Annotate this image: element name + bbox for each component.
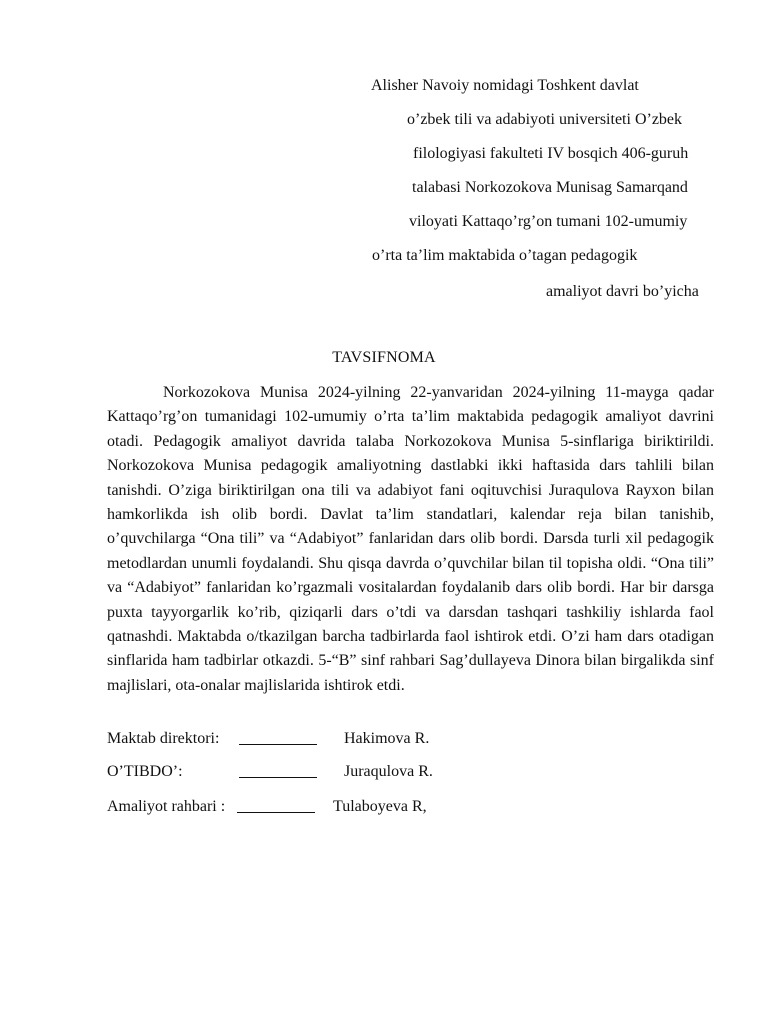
signature-name: Tulaboyeva R, — [333, 798, 427, 815]
signature-role: Maktab direktori: — [107, 730, 220, 747]
signature-row-otibdo — [107, 761, 507, 783]
signature-line — [239, 761, 317, 785]
signature-row-practice-head — [107, 796, 507, 818]
signature-line — [239, 728, 317, 752]
header-line-7: amaliyot davri bo’yicha — [546, 283, 699, 300]
header-line-2: o’zbek tili va adabiyoti universiteti O’zbek — [407, 111, 683, 128]
header-line-5: viloyati Kattaqo’rg’on tumani 102-umumiy — [409, 213, 688, 230]
header-line-4: talabasi Norkozokova Munisag Samarqand — [412, 179, 688, 196]
header-line-1: Alisher Navoiy nomidagi Toshkent davlat — [371, 77, 639, 94]
header-line-6: o’rta ta’lim maktabida o’tagan pedagogik — [372, 247, 638, 264]
signature-name: Hakimova R. — [344, 730, 430, 747]
signature-line — [237, 796, 315, 820]
signature-role: O’TIBDO’: — [107, 763, 183, 780]
signature-role: Amaliyot rahbari : — [107, 798, 226, 815]
header-line-3: filologiyasi fakulteti IV bosqich 406-guruh — [413, 145, 689, 162]
document-title: TAVSIFNOMA — [332, 349, 436, 366]
signature-row-director — [107, 728, 507, 750]
body-paragraph: Norkozokova Munisa 2024-yilning 22-yanvaridan 2024-yilning 11-mayga qadar Kattaqo’rg’on tumanidagi 102-umumiy o’rta ta’lim maktabida pedagogik amaliyot davrini otadi. Pedagogik amaliyot davrida talaba Norkozokova Munisa 5-sinflariga biriktirildi. Norkozokova Munisa pedagogik amaliyotning dastlabki ikki haftasida dars tahlili bilan tanishdi. O’ziga biriktirilgan ona tili va adabiyot fani oqituvchisi Juraqulova Rayxon bilan hamkorlikda ish olib bordi. Davlat ta’lim standatlari, kalendar reja bilan tanishib, o’quvchilarga “Ona tili” va “Adabiyot” fanlaridan dars olib bordi. Darsda turli xil pedagogik metodlardan unumli foydalandi. Shu qisqa davrda o’quvchilar bilan til topisha oldi. “Ona tili” va “Adabiyot” fanlaridan ko’rgazmali vositalardan foydalanib dars olib bordi. Har bir darsga puxta tayyorgarlik ko’rib, qiziqarli dars o’tdi va darsdan tashqari tashkiliy ishlarda faol qatnashdi. Maktabda o/tkazilgan barcha tadbirlarda faol ishtirok etdi. O’zi ham dars otadigan sinflarida ham tadbirlar otkazdi. 5-“B” sinf rahbari Sag’dullayeva Dinora bilan birgalikda sinf majlislari, ota-onalar majlislarida ishtirok etdi. — [107, 384, 714, 694]
signature-name: Juraqulova R. — [344, 763, 433, 780]
